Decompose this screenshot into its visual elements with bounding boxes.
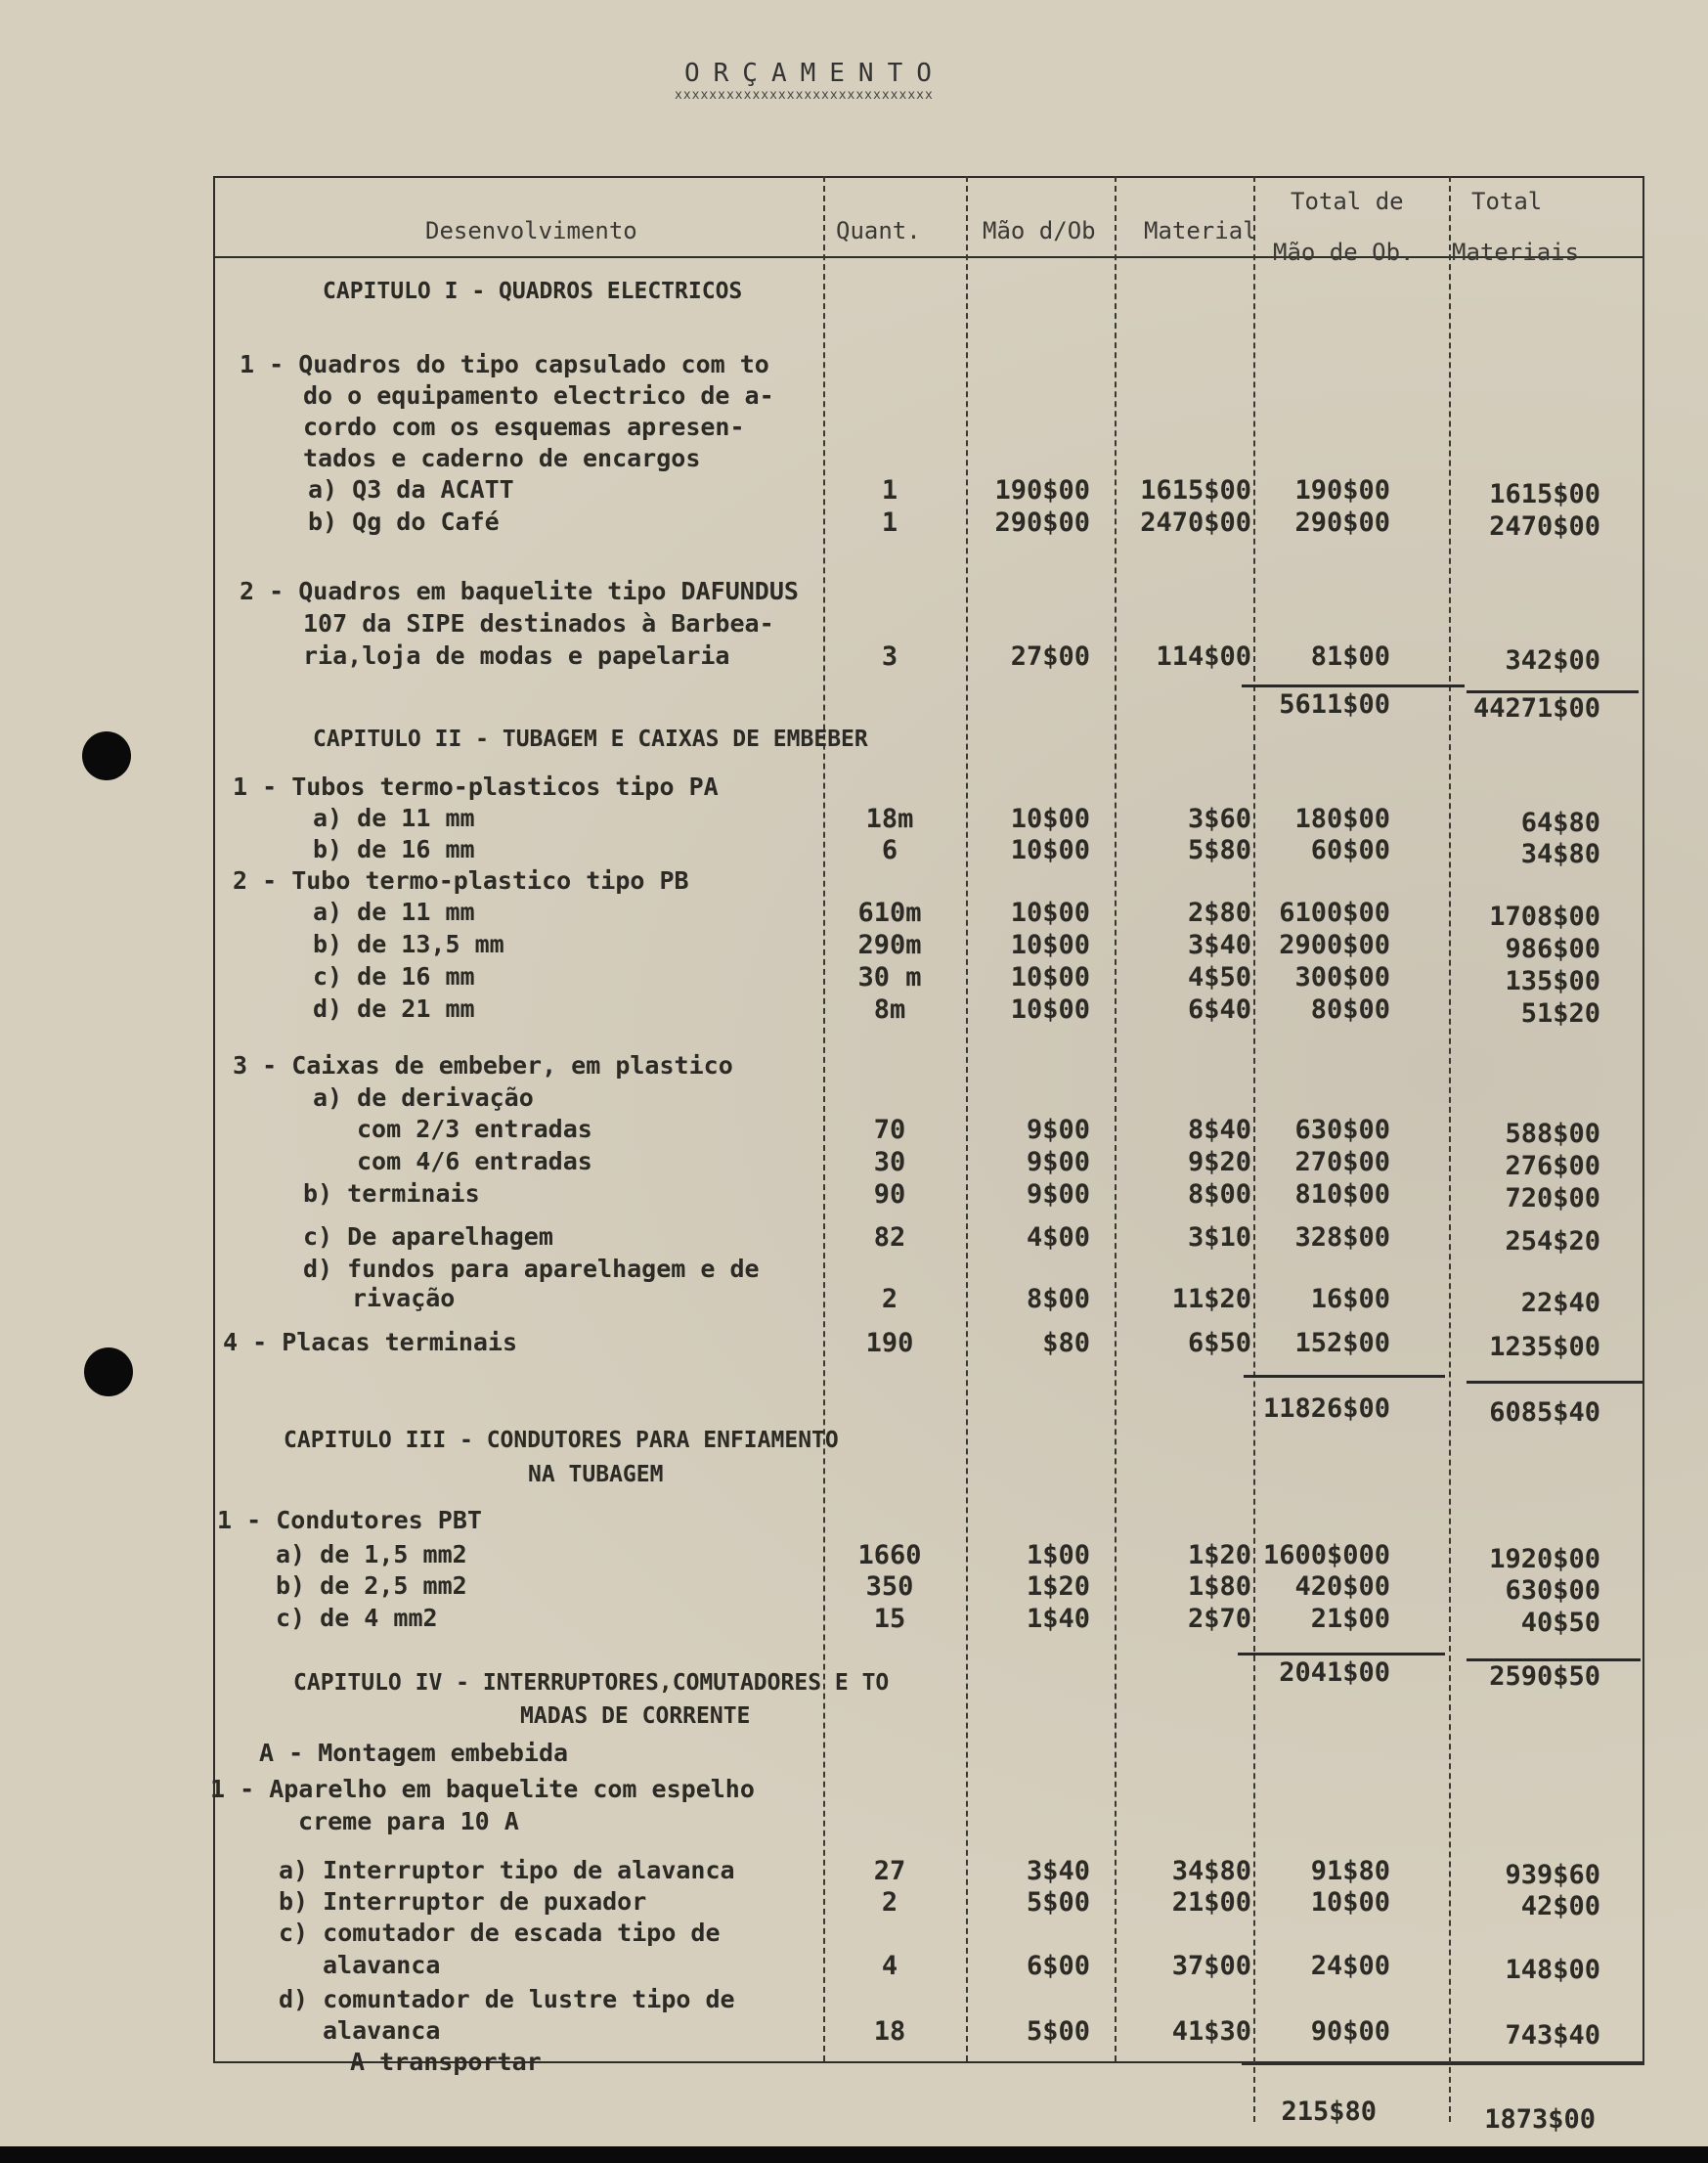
quantity: 82 [873,1222,906,1253]
labour-cost: 190$00 [994,475,1090,506]
transport-total-mao: 215$80 [1281,2097,1377,2127]
material-cost: 3$10 [1187,1222,1251,1253]
material-cost: 114$00 [1156,641,1251,672]
header-quant: Quant. [836,217,921,244]
total-labour: 6100$00 [1279,898,1390,928]
material-cost: 1615$00 [1140,475,1251,506]
labour-cost: 4$00 [1026,1222,1090,1253]
material-cost: 3$40 [1187,930,1251,960]
material-cost: 4$50 [1187,962,1251,993]
quantity: 610m [857,898,922,928]
item-description: 1 - Quadros do tipo capsulado com to [240,350,769,378]
total-material: 630$00 [1505,1575,1600,1606]
subtotal-total-material: 44271$00 [1472,693,1600,724]
material-cost: 1$80 [1187,1571,1251,1602]
transport-total-material: 1873$00 [1484,2104,1596,2135]
material-cost: 41$30 [1171,2016,1251,2047]
item-description: b) de 16 mm [313,835,475,863]
material-cost: 21$00 [1171,1887,1251,1918]
quantity: 8m [873,994,906,1025]
item-description: rivação [352,1284,456,1312]
quantity: 1 [881,508,898,538]
labour-cost: 1$40 [1026,1604,1090,1634]
total-material: 342$00 [1505,645,1600,676]
item-description: a) Interruptor tipo de alavanca [279,1856,735,1884]
labour-cost: 10$00 [1010,804,1090,834]
labour-cost: 5$00 [1026,2016,1090,2047]
labour-cost: 1$20 [1026,1571,1090,1602]
quantity: 190 [865,1328,914,1358]
total-labour: 24$00 [1310,1951,1390,1981]
page-title: ORÇAMENTO [684,59,945,88]
chapter-heading: CAPITULO III - CONDUTORES PARA ENFIAMENTO [284,1428,839,1453]
total-material: 40$50 [1520,1608,1600,1638]
quantity: 30 [873,1147,906,1177]
total-labour: 1600$000 [1262,1540,1390,1570]
quantity: 70 [873,1115,906,1145]
labour-cost: 6$00 [1026,1951,1090,1981]
total-material: 743$40 [1505,2020,1600,2051]
labour-cost: 9$00 [1026,1115,1090,1145]
quantity: 27 [873,1856,906,1886]
total-labour: 630$00 [1294,1115,1390,1145]
material-cost: 3$60 [1187,804,1251,834]
quantity: 290m [857,930,922,960]
total-labour: 270$00 [1294,1147,1390,1177]
quantity: 6 [881,835,898,865]
item-description: 3 - Caixas de embeber, em plastico [233,1051,733,1080]
total-material: 1235$00 [1489,1332,1600,1362]
quantity: 3 [881,641,898,672]
material-cost: 2$70 [1187,1604,1251,1634]
subtotal-total-material: 6085$40 [1489,1397,1600,1428]
punch-hole [82,731,131,780]
labour-cost: $80 [1042,1328,1090,1358]
labour-cost: 10$00 [1010,962,1090,993]
total-material: 148$00 [1505,1955,1600,1985]
subtotal-total-material: 2590$50 [1489,1661,1600,1692]
total-material: 986$00 [1505,934,1600,964]
item-description: tados e caderno de encargos [303,444,701,472]
item-description: 4 - Placas terminais [223,1328,518,1356]
item-description: b) de 13,5 mm [313,930,504,958]
labour-cost: 10$00 [1010,994,1090,1025]
item-description: d) de 21 mm [313,994,475,1023]
total-labour: 90$00 [1310,2016,1390,2047]
item-description: cordo com os esquemas apresen- [303,413,745,441]
labour-cost: 5$00 [1026,1887,1090,1918]
chapter-heading: CAPITULO IV - INTERRUPTORES,COMUTADORES E TO [293,1670,890,1696]
labour-cost: 27$00 [1010,641,1090,672]
item-description: c) De aparelhagem [303,1222,553,1251]
total-labour: 81$00 [1310,641,1390,672]
labour-cost: 10$00 [1010,835,1090,865]
labour-cost: 8$00 [1026,1284,1090,1314]
total-labour: 80$00 [1310,994,1390,1025]
total-material: 720$00 [1505,1183,1600,1214]
column-divider [1115,176,1117,2061]
quantity: 1 [881,475,898,506]
total-material: 1920$00 [1489,1544,1600,1574]
total-labour: 152$00 [1294,1328,1390,1358]
item-description: 1 - Condutores PBT [217,1506,482,1534]
subtotal-rule [1244,1375,1445,1378]
item-description: A - Montagem embebida [259,1739,569,1767]
chapter-heading: NA TUBAGEM [528,1462,664,1487]
subtotal-total-labour: 5611$00 [1279,689,1390,720]
item-description: com 2/3 entradas [357,1115,592,1143]
subtotal-total-labour: 2041$00 [1279,1657,1390,1688]
labour-cost: 9$00 [1026,1179,1090,1210]
total-material: 1615$00 [1489,479,1600,509]
labour-cost: 3$40 [1026,1856,1090,1886]
total-labour: 300$00 [1294,962,1390,993]
quantity: 1660 [857,1540,922,1570]
header-total-material-line2: Materiais [1452,239,1580,266]
header-divider [213,256,1642,258]
total-labour: 328$00 [1294,1222,1390,1253]
material-cost: 5$80 [1187,835,1251,865]
total-material: 1708$00 [1489,902,1600,932]
total-labour: 91$80 [1310,1856,1390,1886]
chapter-heading: CAPITULO I - QUADROS ELECTRICOS [323,279,743,304]
item-description: a) de 11 mm [313,804,475,832]
chapter-heading: MADAS DE CORRENTE [520,1703,751,1729]
item-description: c) de 4 mm2 [276,1604,438,1632]
material-cost: 37$00 [1171,1951,1251,1981]
material-cost: 6$40 [1187,994,1251,1025]
total-material: 42$00 [1520,1891,1600,1921]
title-underline-decoration: xxxxxxxxxxxxxxxxxxxxxxxxxxxxxx [675,88,934,103]
total-labour: 810$00 [1294,1179,1390,1210]
item-description: a) de derivação [313,1083,534,1112]
header-total-material-line1: Total [1471,188,1543,215]
column-divider [966,176,968,2061]
item-description: b) Qg do Café [308,508,500,536]
item-description: alavanca [323,1951,441,1979]
total-material: 34$80 [1520,839,1600,869]
subtotal-total-labour: 11826$00 [1262,1393,1390,1424]
material-cost: 11$20 [1171,1284,1251,1314]
total-labour: 16$00 [1310,1284,1390,1314]
quantity: 350 [865,1571,914,1602]
material-cost: 8$40 [1187,1115,1251,1145]
quantity: 30 m [857,962,922,993]
total-material: 22$40 [1520,1288,1600,1318]
quantity: 18m [865,804,914,834]
item-description: c) comutador de escada tipo de [279,1919,721,1947]
column-divider [823,176,825,2061]
total-labour: 190$00 [1294,475,1390,506]
item-description: ria,loja de modas e papelaria [303,641,730,670]
total-labour: 21$00 [1310,1604,1390,1634]
item-description: c) de 16 mm [313,962,475,991]
total-material: 64$80 [1520,808,1600,838]
subtotal-rule [1467,1381,1642,1384]
total-material: 51$20 [1520,998,1600,1029]
item-description: a) de 11 mm [313,898,475,926]
column-divider [1449,176,1451,2122]
header-material: Material [1144,217,1257,244]
punch-hole [84,1347,133,1396]
material-cost: 34$80 [1171,1856,1251,1886]
subtotal-rule [1242,684,1465,687]
item-description: d) fundos para aparelhagem e de [303,1255,760,1283]
item-description: 1 - Tubos termo-plasticos tipo PA [233,772,719,801]
total-material: 276$00 [1505,1151,1600,1181]
total-labour: 180$00 [1294,804,1390,834]
total-labour: 420$00 [1294,1571,1390,1602]
total-labour: 10$00 [1310,1887,1390,1918]
item-description: A transportar [350,2048,542,2076]
item-description: do o equipamento electrico de a- [303,381,774,410]
total-material: 939$60 [1505,1860,1600,1890]
item-description: b) terminais [303,1179,480,1208]
total-material: 588$00 [1505,1119,1600,1149]
item-description: 1 - Aparelho em baquelite com espelho [210,1775,755,1803]
item-description: 2 - Quadros em baquelite tipo DAFUNDUS [240,577,799,605]
item-description: a) de 1,5 mm2 [276,1540,467,1568]
item-description: creme para 10 A [298,1807,519,1835]
quantity: 2 [881,1284,898,1314]
quantity: 2 [881,1887,898,1918]
item-description: b) de 2,5 mm2 [276,1571,467,1600]
item-description: d) comuntador de lustre tipo de [279,1985,735,2013]
labour-cost: 9$00 [1026,1147,1090,1177]
quantity: 4 [881,1951,898,1981]
item-description: a) Q3 da ACATT [308,475,514,504]
item-description: com 4/6 entradas [357,1147,592,1175]
item-description: 107 da SIPE destinados à Barbea- [303,609,774,638]
labour-cost: 10$00 [1010,930,1090,960]
labour-cost: 10$00 [1010,898,1090,928]
transport-rule [1242,2063,1644,2065]
material-cost: 9$20 [1187,1147,1251,1177]
total-material: 135$00 [1505,966,1600,996]
material-cost: 2470$00 [1140,508,1251,538]
labour-cost: 1$00 [1026,1540,1090,1570]
total-labour: 290$00 [1294,508,1390,538]
total-material: 254$20 [1505,1226,1600,1257]
header-mao-de-obra: Mão d/Ob [983,217,1096,244]
item-description: 2 - Tubo termo-plastico tipo PB [233,866,689,895]
chapter-heading: CAPITULO II - TUBAGEM E CAIXAS DE EMBEBER [313,727,868,752]
material-cost: 8$00 [1187,1179,1251,1210]
material-cost: 6$50 [1187,1328,1251,1358]
material-cost: 1$20 [1187,1540,1251,1570]
item-description: alavanca [323,2016,441,2045]
header-total-mao-line1: Total de [1291,188,1404,215]
material-cost: 2$80 [1187,898,1251,928]
total-material: 2470$00 [1489,511,1600,542]
item-description: b) Interruptor de puxador [279,1887,647,1916]
quantity: 15 [873,1604,906,1634]
total-labour: 60$00 [1310,835,1390,865]
total-labour: 2900$00 [1279,930,1390,960]
quantity: 18 [873,2016,906,2047]
quantity: 90 [873,1179,906,1210]
labour-cost: 290$00 [994,508,1090,538]
header-desenvolvimento: Desenvolvimento [425,217,637,244]
header-total-mao-line2: Mão de Ob. [1273,239,1415,266]
subtotal-rule [1238,1653,1445,1655]
